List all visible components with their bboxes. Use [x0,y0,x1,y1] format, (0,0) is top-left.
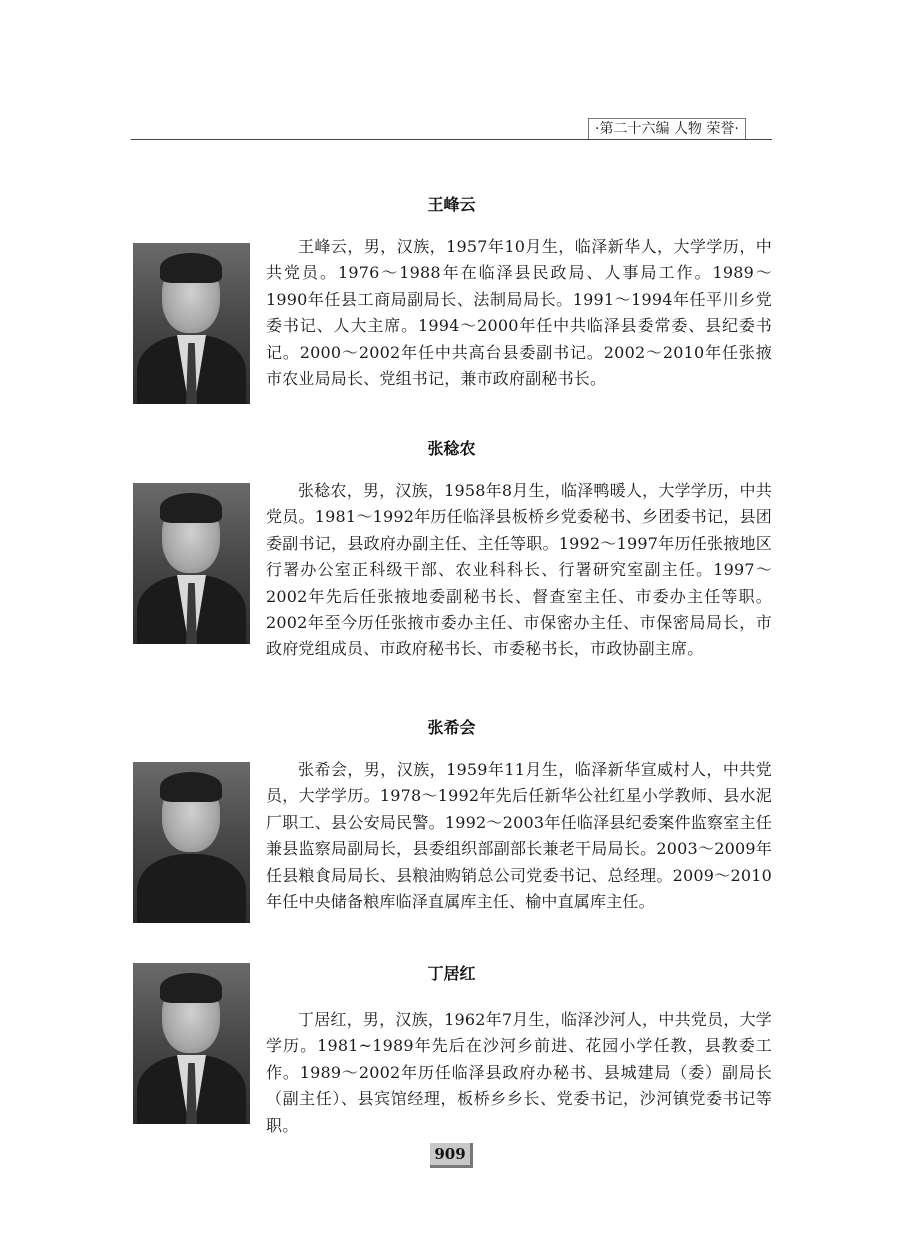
header-rule [131,139,772,140]
person-bio: 丁居红，男，汉族，1962年7月生，临泽沙河人，中共党员，大学学历。1981~1989年先后在沙河乡前进、花园小学任教，县教委工作。1989～2002年历任临泽县政府办秘书、县城建局（委）副局长（副主任）、县宾馆经理，板桥乡乡长、党委书记，沙河镇党委书记等职。 [266,1010,772,1135]
person-name: 张稔农 [427,439,476,458]
person-bio: 张希会，男，汉族，1959年11月生，临泽新华宣威村人，中共党员，大学学历。1978～1992年先后任新华公社红星小学教师、县水泥厂职工、县公安局民警。1992～2003年任临泽县纪委案件监察室主任兼县监察局副局长，县委组织部副部长兼老干局局长。2003～2009年任县粮食局局长、县粮油购销总公司党委书记、总经理。2009～2010年任中央储备粮库临泽直属库主任、榆中直属库主任。 [266,760,772,912]
section-header: ·第二十六编 人物 荣誉· [588,118,746,139]
person-name: 丁居红 [427,964,476,983]
page-number: 909 [430,1143,473,1168]
person-bio: 王峰云，男，汉族，1957年10月生，临泽新华人，大学学历，中共党员。1976～1988年在临泽县民政局、人事局工作。1989～1990年任县工商局副局长、法制局局长。1991～1994年任平川乡党委书记、人大主席。1994～2000年任中共临泽县委常委、县纪委书记。2000～2002年任中共高台县委副书记。2002～2010年任张掖市农业局局长、党组书记，兼市政府副秘书长。 [266,237,772,389]
portrait-photo-icon [133,243,250,404]
person-name: 张希会 [427,718,476,737]
portrait-photo-icon [133,483,250,644]
person-bio: 张稔农，男，汉族，1958年8月生，临泽鸭暖人，大学学历，中共党员。1981～1992年历任临泽县板桥乡党委秘书、乡团委书记，县团委副书记，县政府办副主任、主任等职。1992～1997年历任张掖地区行署办公室正科级干部、农业科科长、行署研究室副主任。1997～2002年先后任张掖地委副秘书长、督查室主任、市委办主任等职。2002年至今历任张掖市委办主任、市保密办主任、市保密局局长，市政府党组成员、市政府秘书长、市委秘书长，市政协副主席。 [266,481,772,659]
person-name: 王峰云 [427,195,476,214]
portrait-photo-icon [133,963,250,1124]
portrait-photo-icon [133,762,250,923]
